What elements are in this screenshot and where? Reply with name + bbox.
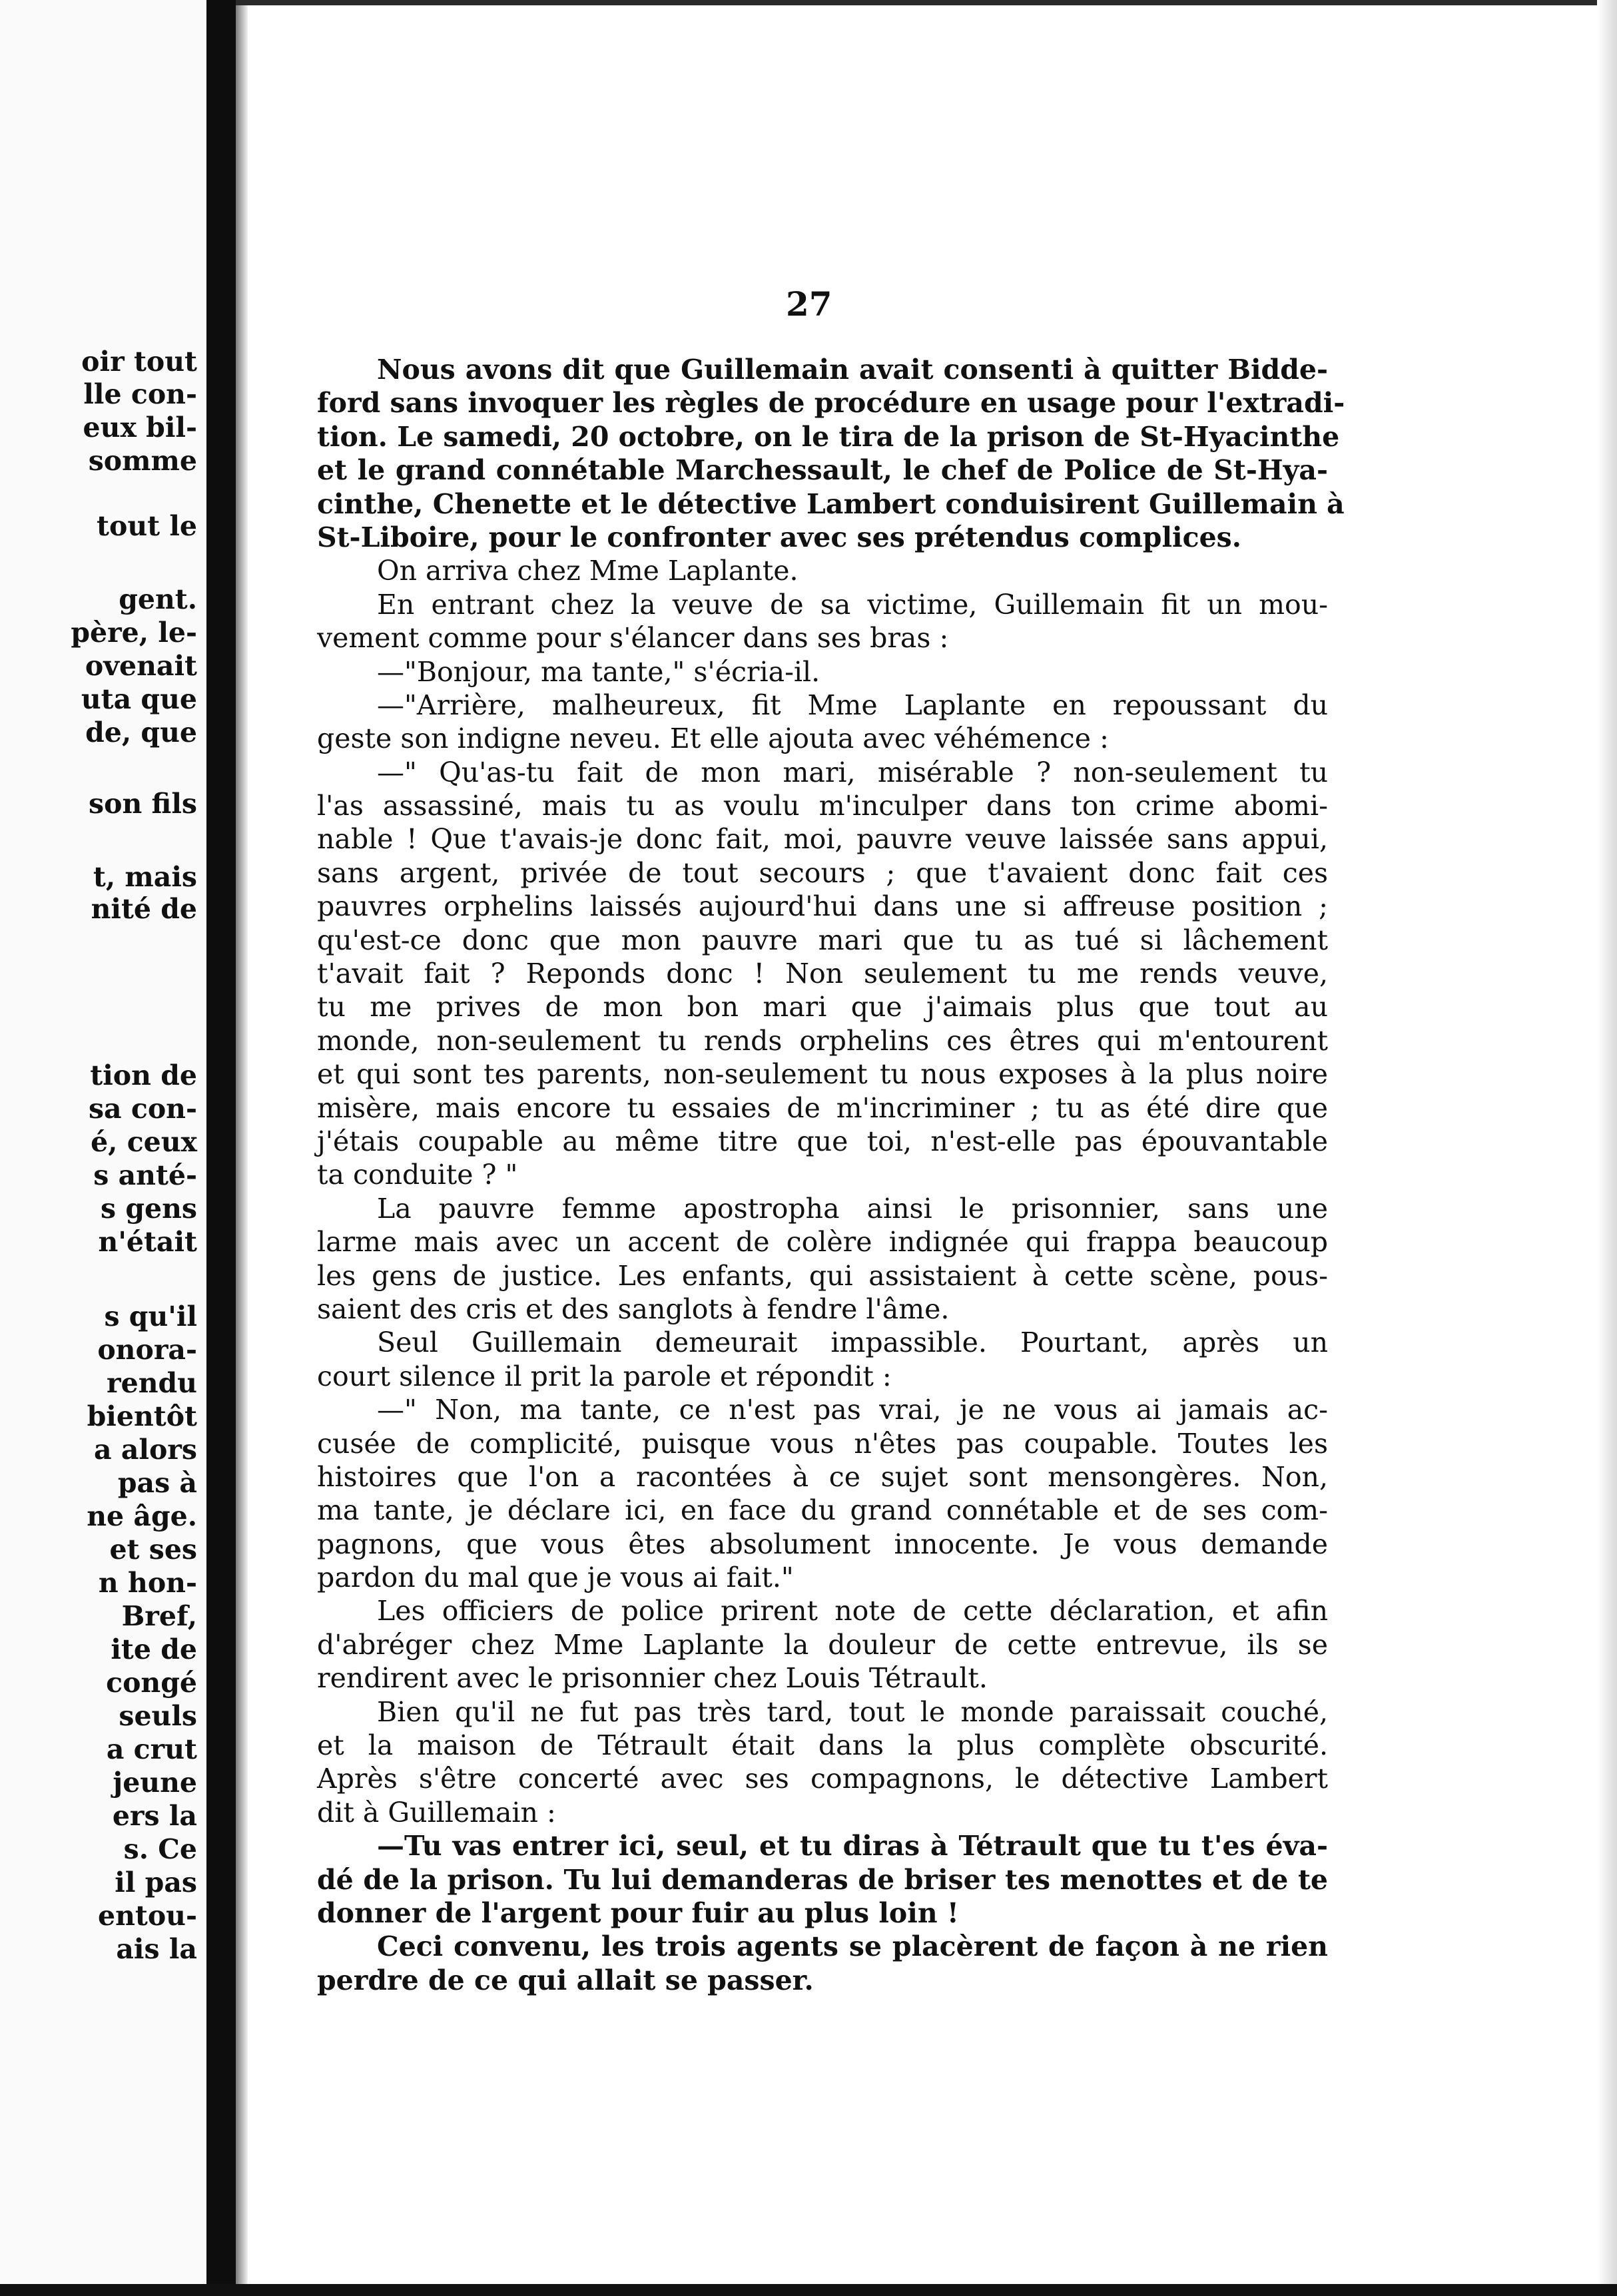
text-line: St-Liboire, pour le confronter avec ses prétendus complices.	[317, 521, 1242, 553]
left-page-text-fragment: a crut	[106, 1733, 197, 1765]
left-page-text-fragment: n hon-	[98, 1567, 197, 1599]
text-line: —"Bonjour, ma tante," s'écria-il.	[377, 655, 820, 688]
left-page-text-fragment: s anté-	[93, 1159, 197, 1191]
left-page-text-fragment: n'était	[98, 1226, 197, 1258]
left-page-text-fragment: nité de	[91, 893, 197, 925]
left-page-text-fragment: gent.	[119, 583, 197, 615]
left-page-text-fragment: t, mais	[93, 861, 197, 893]
body-text	[317, 353, 1345, 1997]
text-line: larme mais avec un accent de colère indignée qui frappa beaucoup	[317, 1226, 1328, 1259]
text-line: Après s'être concerté avec ses compagnons, le détective Lambert	[317, 1763, 1328, 1795]
page-top-edge	[236, 0, 1617, 5]
page-bottom-edge	[0, 2284, 1617, 2296]
left-page-text-fragment: Bref,	[121, 1600, 197, 1632]
text-line: d'abréger chez Mme Laplante la douleur de cette entrevue, ils se	[317, 1628, 1328, 1661]
text-line: et le grand connétable Marchessault, le chef de Police de St-Hya-	[317, 454, 1328, 487]
text-line: nable ! Que t'avais-je donc fait, moi, pauvre veuve laissée sans appui,	[317, 823, 1328, 856]
left-page-text-fragment: oir tout	[81, 346, 197, 378]
text-line: pardon du mal que je vous ai fait."	[317, 1562, 794, 1594]
text-line: et qui sont tes parents, non-seulement tu nous exposes à la plus noire	[317, 1058, 1328, 1091]
left-page-text-fragment: uta que	[81, 683, 197, 715]
text-line: ford sans invoquer les règles de procédure en usage pour l'extradi-	[317, 387, 1345, 420]
text-line: tu me prives de mon bon mari que j'aimais plus que tout au	[317, 991, 1328, 1023]
text-line: monde, non-seulement tu rends orphelins ces êtres qui m'entourent	[317, 1024, 1328, 1057]
text-line: —" Non, ma tante, ce n'est pas vrai, je ne vous ai jamais ac-	[377, 1394, 1328, 1426]
left-page-text-fragment: et ses	[109, 1534, 197, 1566]
text-line: j'étais coupable au même titre que toi, n'est-elle pas épouvantable	[317, 1125, 1328, 1157]
page-right-edge	[1597, 0, 1617, 2296]
gutter-shadow	[236, 0, 248, 2296]
text-line: tion. Le samedi, 20 octobre, on le tira de la prison de St-Hyacinthe	[317, 420, 1340, 453]
left-page-text-fragment: de, que	[85, 717, 197, 748]
left-page-text-fragment: bientôt	[87, 1400, 197, 1432]
left-page-text-fragment: pas à	[117, 1467, 197, 1499]
text-line: La pauvre femme apostropha ainsi le prisonnier, sans une	[377, 1192, 1328, 1225]
text-line: Seul Guillemain demeurait impassible. Pourtant, après un	[377, 1326, 1328, 1359]
left-page-text-fragment: tion de	[90, 1059, 197, 1091]
left-facing-page	[0, 0, 206, 2296]
text-line: l'as assassiné, mais tu as voulu m'inculper dans ton crime abomi-	[317, 790, 1328, 822]
left-page-text-fragment: rendu	[107, 1367, 197, 1399]
text-line: vement comme pour s'élancer dans ses bras :	[317, 622, 949, 655]
text-line: qu'est-ce donc que mon pauvre mari que tu as tué si lâchement	[317, 924, 1328, 956]
text-line: rendirent avec le prisonnier chez Louis Tétrault.	[317, 1662, 988, 1695]
left-page-text-fragment: entou-	[97, 1900, 197, 1932]
text-line: —"Arrière, malheureux, fit Mme Laplante en repoussant du	[377, 689, 1328, 721]
text-line: histoires que l'on a racontées à ce sujet sont mensongères. Non,	[317, 1460, 1328, 1493]
text-line: Bien qu'il ne fut pas très tard, tout le monde paraissait couché,	[377, 1695, 1328, 1728]
book-gutter	[206, 0, 236, 2296]
text-line: ma tante, je déclare ici, en face du grand connétable et de ses com-	[317, 1494, 1328, 1527]
text-line: Nous avons dit que Guillemain avait consenti à quitter Bidde-	[377, 354, 1328, 386]
left-page-text-fragment: s gens	[100, 1193, 197, 1225]
left-page-text-fragment: a alors	[93, 1434, 197, 1466]
text-line: En entrant chez la veuve de sa victime, Guillemain fit un mou-	[377, 588, 1328, 621]
text-line: donner de l'argent pour fuir au plus loin !	[317, 1896, 959, 1929]
left-page-text-fragment: onora-	[97, 1334, 197, 1366]
left-page-text-fragment: somme	[88, 445, 197, 477]
text-line: t'avait fait ? Reponds donc ! Non seulement tu me rends veuve,	[317, 958, 1328, 990]
text-line: saient des cris et des sanglots à fendre l'âme.	[317, 1292, 950, 1325]
left-page-text-fragment: jeune	[113, 1767, 197, 1799]
text-line: cinthe, Chenette et le détective Lambert conduisirent Guillemain à	[317, 487, 1345, 520]
left-page-text-fragment: s. Ce	[123, 1833, 197, 1865]
left-page-text-fragment: père, le-	[71, 617, 197, 649]
text-line: et la maison de Tétrault était dans la plus complète obscurité.	[317, 1729, 1328, 1762]
text-line: pauvres orphelins laissés aujourd'hui dans une si affreuse position ;	[317, 890, 1328, 923]
text-line: misère, mais encore tu essaies de m'incriminer ; tu as été dire que	[317, 1091, 1328, 1124]
left-page-text-fragment: seuls	[119, 1700, 197, 1732]
text-line: Ceci convenu, les trois agents se placèrent de façon à ne rien	[377, 1930, 1328, 1963]
left-page-text-fragment: ais la	[116, 1933, 197, 1965]
text-line: dit à Guillemain :	[317, 1796, 556, 1829]
left-page-text-fragment: congé	[106, 1667, 197, 1699]
left-page-text-fragment: eux bil-	[83, 412, 197, 443]
left-page-text-fragment: ite de	[111, 1633, 197, 1665]
text-line: geste son indigne neveu. Et elle ajouta avec véhémence :	[317, 722, 1109, 755]
text-line: cusée de complicité, puisque vous n'êtes pas coupable. Toutes les	[317, 1427, 1328, 1460]
text-line: Les officiers de police prirent note de cette déclaration, et afin	[377, 1595, 1328, 1627]
text-line: court silence il prit la parole et répondit :	[317, 1360, 892, 1392]
page-number: 27	[786, 284, 832, 324]
text-line: —" Qu'as-tu fait de mon mari, misérable ? non-seulement tu	[377, 756, 1328, 788]
left-page-text-fragment: son fils	[89, 788, 197, 820]
text-line: On arriva chez Mme Laplante.	[377, 555, 799, 587]
text-line: perdre de ce qui allait se passer.	[317, 1964, 814, 1996]
left-page-text-fragment: tout le	[97, 510, 197, 542]
left-page-text-fragment: il pas	[115, 1866, 197, 1898]
left-page-text-fragment: ovenait	[85, 650, 197, 682]
left-page-text-fragment: lle con-	[83, 378, 197, 410]
text-line: ta conduite ? "	[317, 1159, 518, 1191]
left-page-text-fragment: s qu'il	[104, 1300, 197, 1332]
text-line: dé de la prison. Tu lui demanderas de briser tes menottes et de te	[317, 1863, 1328, 1896]
text-line: pagnons, que vous êtes absolument innocente. Je vous demande	[317, 1528, 1328, 1560]
left-page-text-fragment: sa con-	[88, 1093, 197, 1125]
left-page-text-fragment: ers la	[112, 1800, 197, 1832]
text-line: sans argent, privée de tout secours ; que t'avaient donc fait ces	[317, 856, 1328, 889]
left-page-text-fragment: é, ceux	[91, 1126, 197, 1158]
text-line: les gens de justice. Les enfants, qui assistaient à cette scène, pous-	[317, 1259, 1328, 1292]
text-line: —Tu vas entrer ici, seul, et tu diras à Tétrault que tu t'es éva-	[377, 1830, 1328, 1863]
left-page-text-fragment: ne âge.	[87, 1500, 197, 1532]
